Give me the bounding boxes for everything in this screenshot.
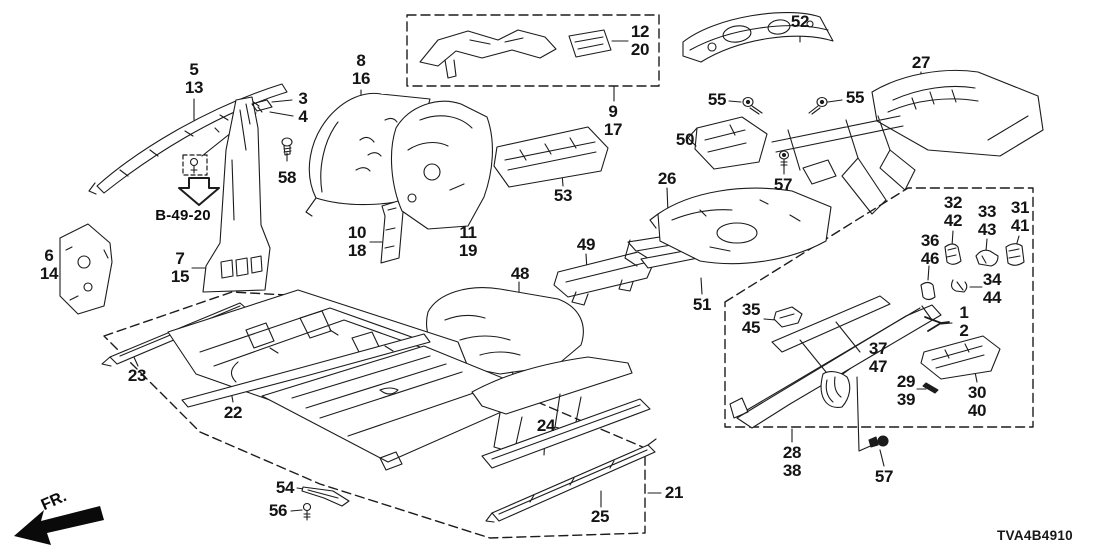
part-number[interactable]: 57 [874, 467, 894, 486]
part-callout-51-13[interactable] [693, 296, 711, 314]
part-callout-56-36[interactable] [269, 502, 287, 520]
part-number[interactable]: 22 [223, 403, 243, 422]
reference-label-b-49-20[interactable]: B-49-20 [155, 207, 211, 224]
part-number[interactable]: 41 [1010, 216, 1030, 235]
part-callout-35-45-27[interactable] [742, 301, 760, 337]
part-callout-7-15-4[interactable] [171, 250, 189, 286]
part-art-rear-shelf-52 [683, 13, 833, 62]
part-number[interactable]: 30 [967, 383, 987, 402]
part-number[interactable]: 40 [967, 401, 987, 420]
part-number[interactable]: 6 [44, 246, 54, 265]
part-callout-22-34[interactable] [224, 404, 242, 422]
part-number[interactable]: 25 [590, 507, 610, 526]
part-number[interactable]: 36 [920, 231, 940, 250]
part-number[interactable]: 48 [510, 264, 530, 283]
part-art-plate-30-40 [921, 336, 1000, 379]
part-number[interactable]: 24 [536, 416, 556, 435]
part-callout-21-39[interactable] [665, 484, 683, 502]
part-number[interactable]: 37 [868, 339, 888, 358]
part-number[interactable]: 49 [576, 235, 596, 254]
part-art-bolt-57-lower [869, 436, 888, 447]
part-art-rear-wheelhouse [391, 101, 492, 229]
part-number[interactable]: 21 [664, 483, 684, 502]
part-number[interactable]: 31 [1010, 198, 1030, 217]
part-art-stiffener-37-47 [821, 372, 850, 408]
part-art-bracket-10-18 [381, 201, 403, 263]
part-number[interactable]: 20 [630, 40, 650, 59]
part-number[interactable]: 44 [982, 288, 1002, 307]
part-callout-5-13-0[interactable] [185, 61, 203, 97]
part-number[interactable]: 3 [298, 89, 308, 108]
part-callout-8-16-5[interactable] [352, 52, 370, 88]
part-callout-55-17[interactable] [846, 89, 864, 107]
part-callout-57-19[interactable] [774, 176, 792, 194]
part-number[interactable]: 34 [982, 270, 1002, 289]
part-number[interactable]: 55 [845, 88, 865, 107]
part-number[interactable]: 26 [657, 169, 677, 188]
part-callout-26-20[interactable] [658, 170, 676, 188]
part-number[interactable]: 58 [277, 168, 297, 187]
part-callout-6-14-3[interactable] [40, 247, 58, 283]
part-callout-32-42-21[interactable] [944, 194, 962, 230]
part-number[interactable]: 39 [896, 390, 916, 409]
front-direction-label: FR. [38, 488, 70, 515]
part-number[interactable]: 54 [275, 478, 295, 497]
part-number[interactable]: 43 [977, 220, 997, 239]
part-number[interactable]: 46 [920, 249, 940, 268]
part-number[interactable]: 27 [911, 53, 931, 72]
part-number[interactable]: 56 [268, 501, 288, 520]
part-callout-33-43-22[interactable] [978, 203, 996, 239]
part-callout-36-46-24[interactable] [921, 232, 939, 268]
part-callout-57-32[interactable] [875, 468, 893, 486]
part-callout-49-12[interactable] [577, 236, 595, 254]
part-number[interactable]: 19 [458, 241, 478, 260]
part-number[interactable]: 51 [692, 295, 712, 314]
part-number[interactable]: 17 [603, 120, 623, 139]
part-number[interactable]: 53 [553, 186, 573, 205]
part-callout-50-18[interactable] [676, 131, 694, 149]
diagram-code: TVA4B4910 [997, 528, 1073, 543]
part-callout-27-15[interactable] [912, 54, 930, 72]
part-number[interactable]: 7 [175, 249, 185, 268]
part-art-front-pillar-inner [60, 224, 112, 314]
part-number[interactable]: 12 [630, 22, 650, 41]
part-number[interactable]: 38 [782, 461, 802, 480]
part-number[interactable]: 13 [184, 78, 204, 97]
part-number[interactable]: 55 [707, 90, 727, 109]
part-number[interactable]: 50 [675, 130, 695, 149]
part-number[interactable]: 2 [959, 321, 969, 340]
part-number[interactable]: 18 [347, 241, 367, 260]
part-number[interactable]: 1 [959, 303, 969, 322]
part-callout-23-33[interactable] [128, 367, 146, 385]
part-callout-3-4-1[interactable] [298, 90, 307, 126]
part-art-crossmember-49 [554, 252, 654, 305]
part-number[interactable]: 57 [773, 175, 793, 194]
part-callout-25-38[interactable] [591, 508, 609, 526]
part-number[interactable]: 9 [608, 102, 618, 121]
part-number[interactable]: 35 [741, 300, 761, 319]
part-number[interactable]: 4 [298, 107, 308, 126]
part-callout-1-2-26[interactable] [959, 304, 968, 340]
part-number[interactable]: 11 [459, 223, 477, 242]
part-callout-31-41-23[interactable] [1011, 199, 1029, 235]
part-callout-34-44-25[interactable] [983, 271, 1001, 307]
part-number[interactable]: 42 [943, 211, 963, 230]
part-callout-30-40-30[interactable] [968, 384, 986, 420]
part-number[interactable]: 33 [977, 202, 997, 221]
part-art-center-pillar-inner [203, 97, 270, 292]
part-art-roof-side-rail [420, 30, 611, 78]
front-direction-arrow [14, 506, 104, 545]
part-callout-10-18-6[interactable] [348, 224, 366, 260]
part-number[interactable]: 15 [170, 267, 190, 286]
part-callout-55-16[interactable] [708, 91, 726, 109]
part-number[interactable]: 23 [127, 366, 147, 385]
part-number[interactable]: 5 [189, 60, 199, 79]
part-callout-28-38-31[interactable] [783, 444, 801, 480]
part-callout-37-47-28[interactable] [869, 340, 887, 376]
part-callout-29-39-29[interactable] [897, 373, 915, 409]
part-number[interactable]: 47 [868, 357, 888, 376]
part-number[interactable]: 8 [356, 51, 366, 70]
part-callout-52-14[interactable] [791, 13, 809, 31]
part-number[interactable]: 29 [896, 372, 916, 391]
part-callout-53-10[interactable] [554, 187, 572, 205]
part-art-trunk-floor-27 [872, 70, 1043, 156]
part-art-bracket-35-45 [774, 307, 802, 327]
part-number[interactable]: 28 [782, 443, 802, 462]
part-callout-11-19-7[interactable] [459, 224, 477, 260]
part-callout-9-17-9[interactable] [604, 103, 622, 139]
part-number[interactable]: 16 [351, 69, 371, 88]
part-number[interactable]: 52 [790, 12, 810, 31]
reference-arrow [179, 178, 219, 205]
part-art-sill-53 [494, 127, 608, 187]
part-number[interactable]: 45 [741, 318, 761, 337]
part-art-rear-bulkhead-50 [688, 117, 767, 169]
part-art-stiffener-54-bolt-56 [302, 487, 349, 520]
part-number[interactable]: 10 [347, 223, 367, 242]
part-callout-58-2[interactable] [278, 169, 296, 187]
part-callout-48-11[interactable] [511, 265, 529, 283]
part-callout-54-35[interactable] [276, 479, 294, 497]
part-callout-24-37[interactable] [537, 417, 555, 435]
part-number[interactable]: 32 [943, 193, 963, 212]
part-callout-12-20-8[interactable] [631, 23, 649, 59]
part-number[interactable]: 14 [39, 264, 59, 283]
